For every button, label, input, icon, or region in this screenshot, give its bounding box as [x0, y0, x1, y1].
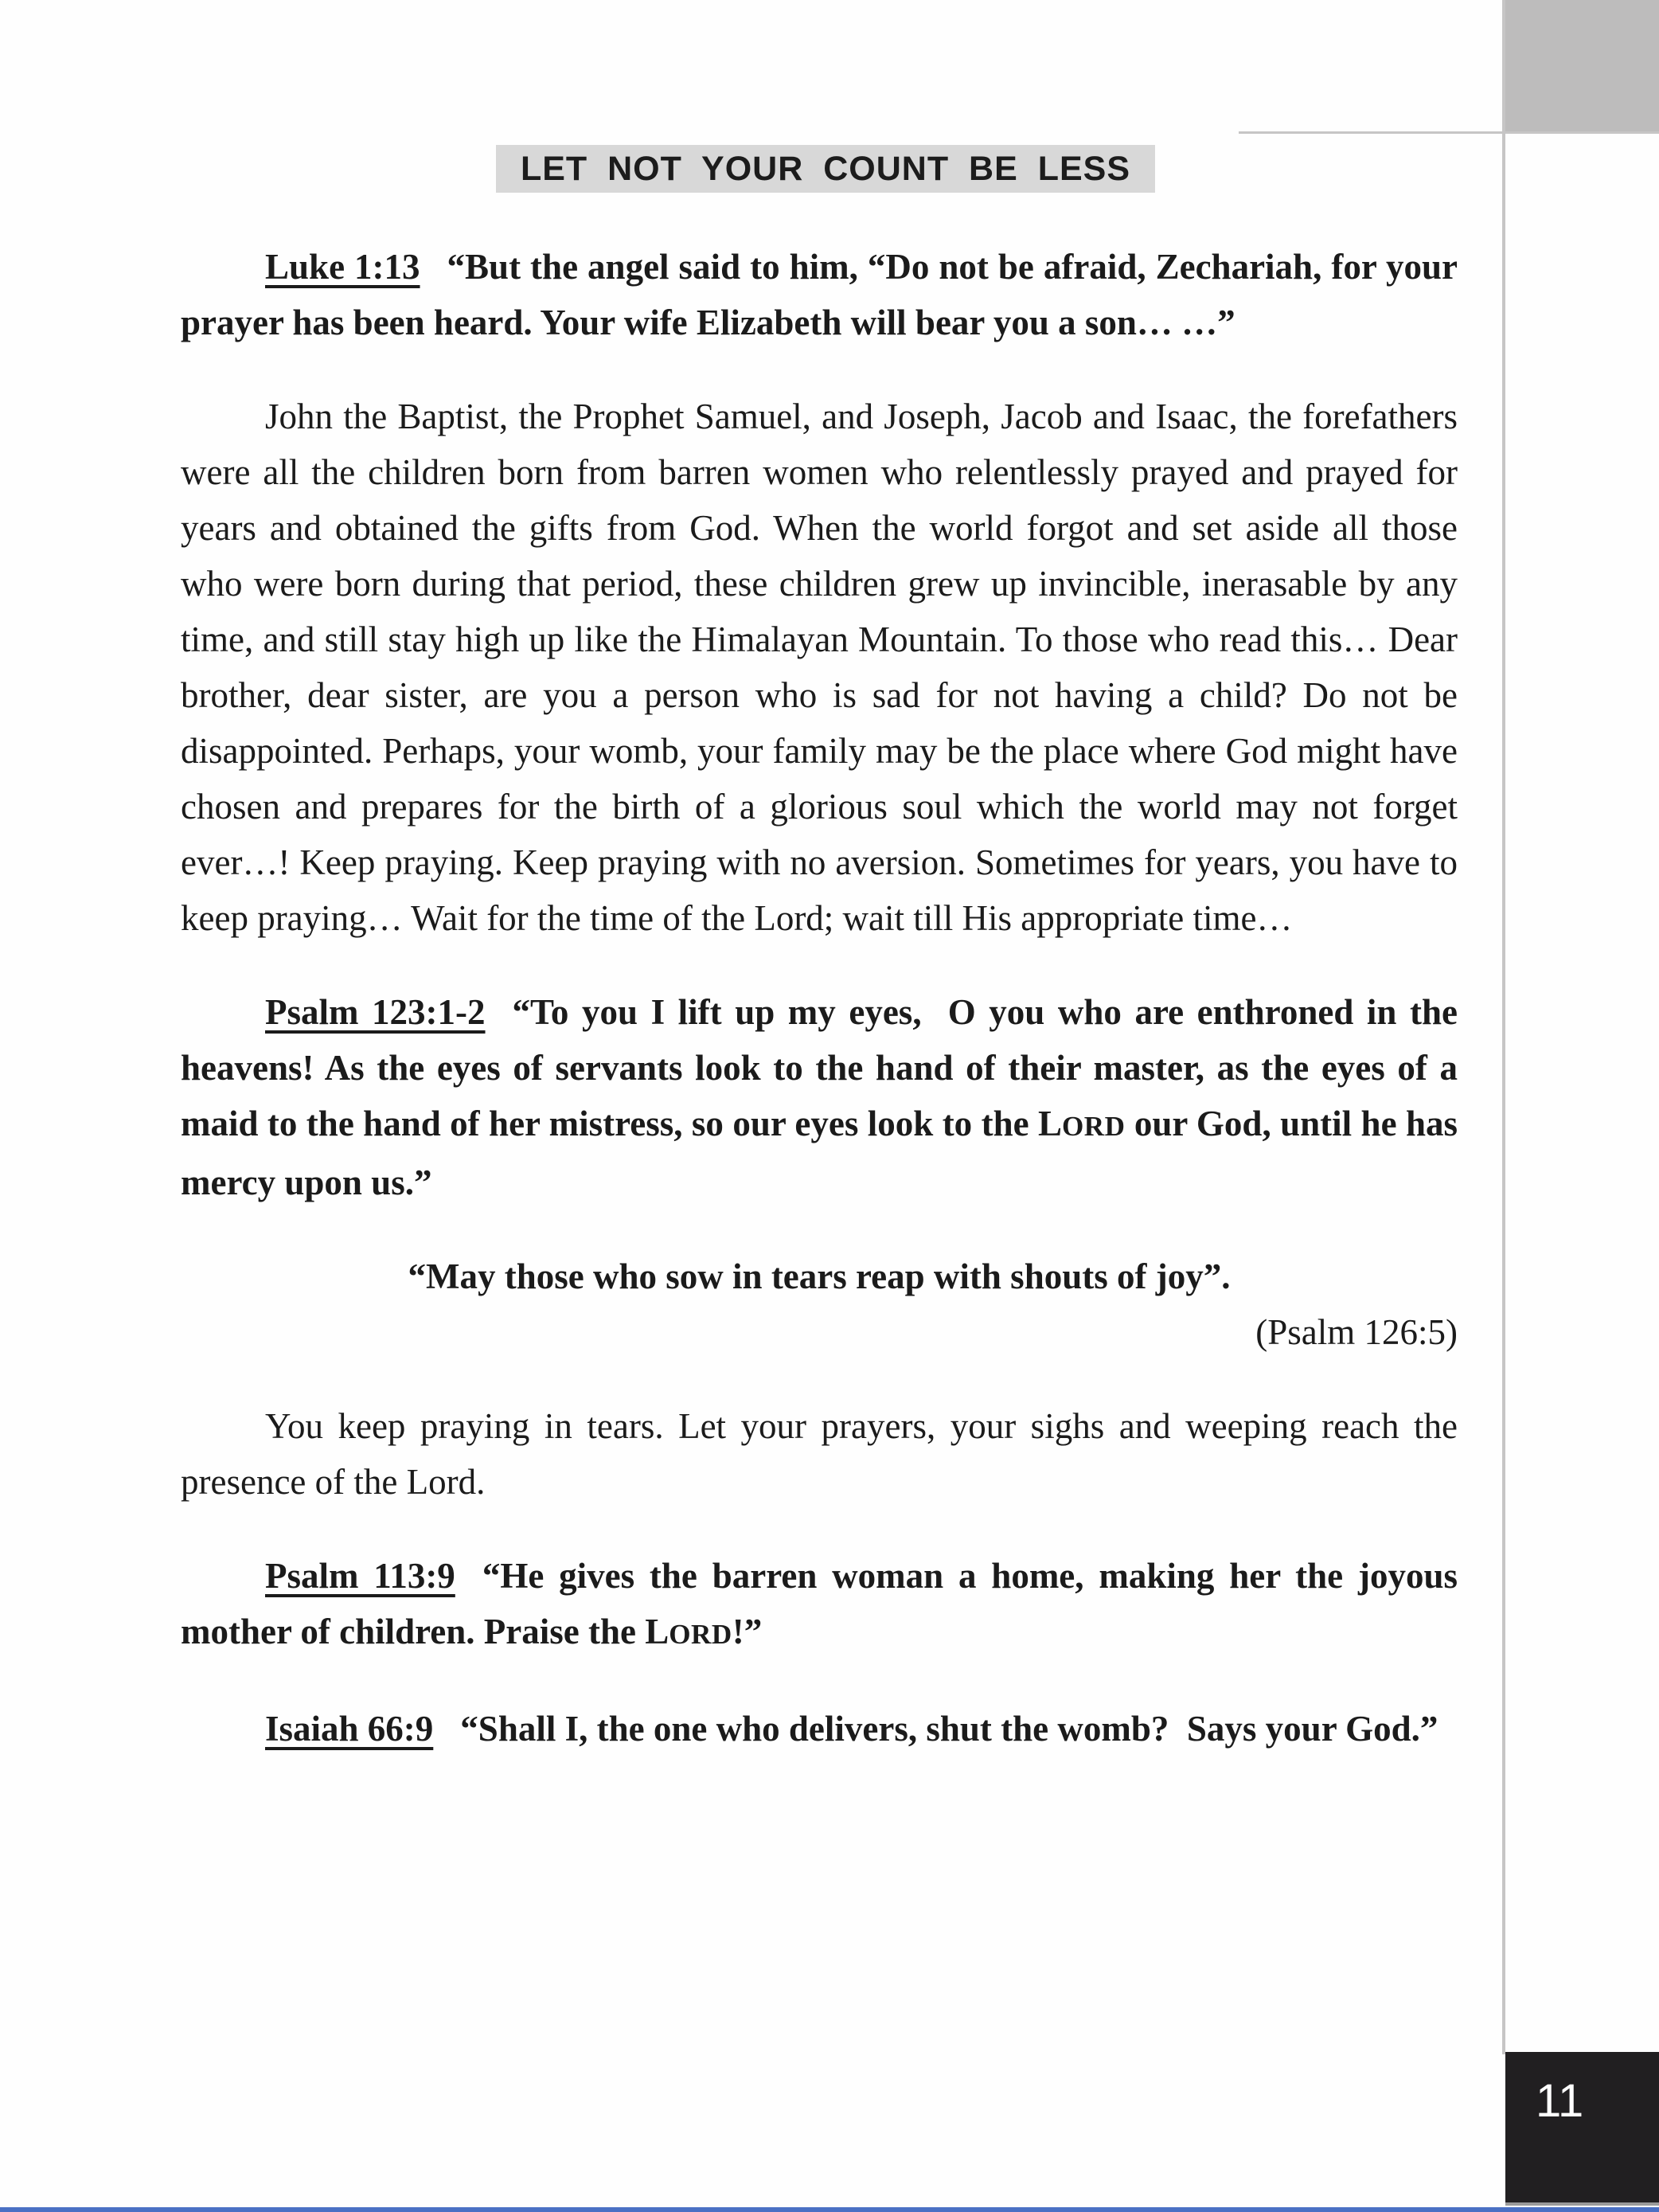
- verse-paragraph-psalm-113: [181, 1548, 1458, 1663]
- commentary-paragraph-2: You keep praying in tears. Let your prayers, your sighs and weeping reach the presence of the Lord.: [181, 1406, 1458, 1502]
- verse-ref-isaiah: Isaiah 66:9: [265, 1709, 434, 1749]
- verse-text-psalm-113-post: !”: [732, 1612, 763, 1651]
- verse-paragraph-psalm-123: [181, 984, 1458, 1210]
- commentary-paragraph: John the Baptist, the Prophet Samuel, and Joseph, Jacob and Isaac, the forefathers were all the children born from barren women who relentlessly prayed and prayed for years and obtained the gifts from God. When the world forgot and set aside all those who were born during that period, these children grew up invincible, inerasable by any time, and still stay high up like the Himalayan Mountain. To those who read this… Dear brother, dear sister, are you a person who is sad for not having a child? Do not be disappointed. Perhaps, your womb, your family may be the place where God might have chosen and prepares for the birth of a glorious soul which the world may not forget ever…! Keep praying. Keep praying with no aversion. Sometimes for years, you have to keep praying… Wait for the time of the Lord; wait till His appropriate time…: [181, 397, 1458, 938]
- verse-paragraph-luke: [181, 239, 1458, 350]
- page-number: 11: [1536, 2075, 1584, 2127]
- verse-paragraph-isaiah: [181, 1701, 1458, 1757]
- verse-ref-psalm-113: Psalm 113:9: [265, 1556, 455, 1596]
- lord-smallcaps-2: ORD: [669, 1619, 732, 1650]
- quote-line-psalm-126: “May those who sow in tears reap with shouts of joy”.: [408, 1256, 1231, 1296]
- quote-attribution-psalm-126: (Psalm 126:5): [1255, 1312, 1458, 1352]
- verse-ref-luke: Luke 1:13: [265, 247, 420, 287]
- verse-text-psalm-113-pre: “He gives the barren woman a home, making her the joyous mother of children. Praise the: [181, 1556, 1458, 1651]
- lord-initial-2: L: [645, 1612, 669, 1651]
- lord-initial: L: [1037, 1104, 1062, 1143]
- verse-text-luke: “But the angel said to him, “Do not be afraid, Zechariah, for your prayer has been heard. Your wife Elizabeth will bear you a son… …”: [181, 247, 1458, 342]
- lord-smallcaps: ORD: [1061, 1111, 1126, 1142]
- page-header-title: LET NOT YOUR COUNT BE LESS: [520, 149, 1131, 188]
- verse-ref-psalm-123: Psalm 123:1-2: [265, 992, 486, 1032]
- verse-text-psalm-123-pre: “To you I lift up my eyes, O you who are enthroned in the heavens! As the eyes of servants look to the hand of their master, as the eyes of a maid to the hand of her mistress, so our eyes look to the: [181, 992, 1458, 1143]
- bottom-blue-bar: [0, 2207, 1659, 2212]
- verse-text-isaiah: “Shall I, the one who delivers, shut the womb? Says your God.”: [460, 1709, 1438, 1749]
- page-number-box: [1505, 2052, 1659, 2206]
- top-right-horizontal-rule: [1239, 131, 1659, 134]
- top-right-gray-block: [1505, 0, 1659, 131]
- right-margin-rule: [1502, 0, 1505, 2054]
- page-content: [181, 239, 1458, 1757]
- verse-text-psalm-123-post: our God, until he has mercy upon us.”: [181, 1104, 1458, 1202]
- page-header-banner: [496, 145, 1155, 193]
